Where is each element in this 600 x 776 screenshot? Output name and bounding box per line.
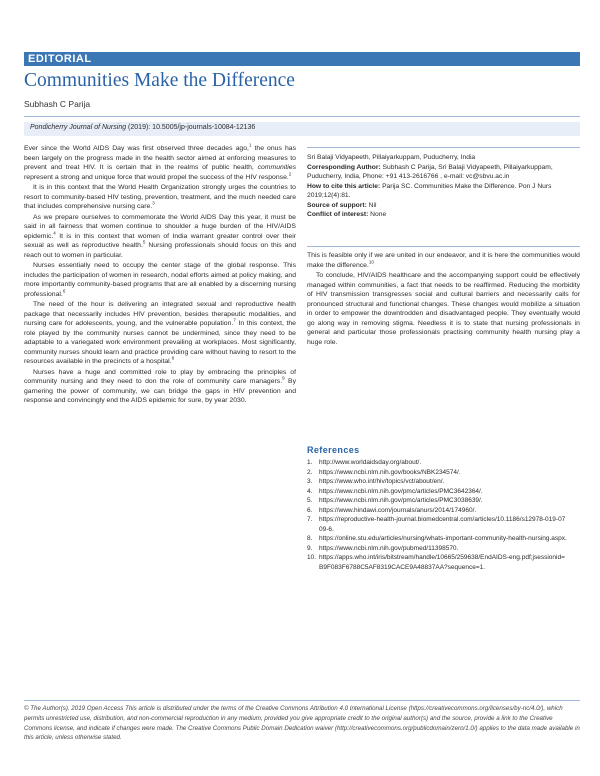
left-paragraph: It is in this context that the World Health Organization strongly urges the countries to resort to community-based HIV testing, prevention, treatment, and the much needed care that includes comprehensive nursing care.$^3$ [24,184,296,211]
right-paragraph: This is feasible only if we are united in our endeavor, and it is here the communities would make the difference.$^{10}$ [307,252,580,269]
left-paragraph: Nurses essentially need to occupy the center stage of the global response. This includes the participation of women in research, nodal efforts aimed at policy making, and more importantly community-based programs that are all enabled by a discerning nursing professional.$^6$ [24,262,296,298]
corresponding-author: Corresponding Author: Subhash C Parija, Sri Balaji Vidyapeeth, Pillaiyarkuppam, Puducherry, India, Phone: +91 413-2616766 , e-mail: vc@sbvu.ac.in [307,163,553,180]
divider-affil-bottom [307,246,580,247]
reference-link[interactable]: https://www.hindawi.com/journals/anurs/2014/174960/. [319,506,477,514]
citation-text [30,124,255,131]
reference-link[interactable]: http://www.worldaidsday.org/about/. [319,459,422,466]
reference-item[interactable] [307,468,567,478]
license-footer: © The Author(s). 2019 Open Access This article is distributed under the terms of the Creative Commons Attribution 4.0 International License (https://creativecommons.org/licenses/by-nc/4.0/), which permits unrestricted use, distribution, and non-commercial reproduction in any medium, provided you give appropriate credit to the original author(s) and the source, provide a link to the Creative Commons license, and indicate if changes were made. The Creative Commons Public Domain Dedication waiver (http://creativecommons.org/publicdomain/zero/1.0/) applies to the data made available in this article, unless otherwise stated. [24,705,580,742]
citation-bar [24,122,580,136]
reference-number: 1. [307,459,313,466]
right-column [307,251,580,348]
left-paragraph: Ever since the World AIDS Day was first observed three decades ago,$^1$ the onus has been largely on the progress made in the health sector aimed at enforcing measures to prevent and treat HIV. It is certain that in the realms of public health, communities represent a strong and unique force that would propel the success of the HIV response.$^2$ [24,142,296,181]
divider-top [24,116,580,117]
article-title: Communities Make the Difference [24,70,295,91]
reference-item[interactable] [307,458,567,468]
citation-journal: Pondicherry Journal of Nursing [30,124,127,131]
reference-item[interactable] [307,553,567,572]
conflict-of-interest: Conflict of interest: None [307,211,387,218]
divider-footer [24,700,580,701]
article-author: Subhash C Parija [24,99,91,109]
source-of-support: Source of support: Nil [307,201,377,209]
reference-item[interactable] [307,477,567,487]
reference-number: 8. [307,535,313,543]
reference-link[interactable]: https://www.who.int/hiv/topics/vct/about/en/. [319,478,445,486]
reference-number: 4. [307,487,313,495]
right-paragraph: To conclude, HIV/AIDS healthcare and the accompanying support could be effectively managed within communities, a fact that needs to be reaffirmed. Reducing the morbidity of HIV transmission transgresses social and cultural barriers and necessarily calls for pronounced structural and functional changes. These changes would mobilize a situation in order to empower the downtrodden and disadvantaged people. They eventually would go along way in removing stigma. Needless it is to state that nursing professionals in general and particular those professionals practising community health nursing play a huge role. [307,272,580,346]
reference-number: 5. [307,497,313,505]
reference-item[interactable] [307,534,567,544]
left-paragraph: The need of the hour is delivering an integrated sexual and reproductive health package that necessarily includes HIV prevention, besides therapeutic modalities, and nursing care for adolescents, young, and the vulnerable population.$^7$ In this context, the role played by the community nurses cannot be undermined, since they need to be adaptable to a variegated work environment prevailing at workplaces. Most significantly, community nurses should learn and practice providing care without having to resort to the resources available in the precincts of a hospital.$^8$ [24,301,296,366]
reference-item[interactable] [307,496,567,506]
reference-link[interactable]: https://www.ncbi.nlm.nih.gov/pmc/articles/PMC3038639/. [319,497,483,505]
reference-link[interactable]: https://www.ncbi.nlm.nih.gov/books/NBK234574/. [319,468,461,476]
reference-link[interactable]: https://www.ncbi.nlm.nih.gov/pmc/articles/PMC3642364/. [319,487,483,495]
reference-item[interactable] [307,544,567,554]
how-to-cite: How to cite this article: Parija SC. Communities Make the Difference. Pon J Nurs 2019;12(4):81. [307,182,552,199]
left-paragraph: As we prepare ourselves to commemorate the World AIDS Day this year, it must be said in all fairness that women continue to shoulder a huge burden of the HIV/AIDS epidemic.$^4$ It is in this context that women of India warrant greater control over their sexual as well as reproductive health.$^5$ Nursing professionals should focus on this and reach out to women in particular. [24,213,296,259]
reference-link[interactable]: https://reproductive-health-journal.biomedcentral.com/articles/10.1186/s12978-019-0709-6. [319,516,566,533]
affiliation-block [307,153,580,220]
references-heading: References [307,445,360,455]
reference-item[interactable] [307,515,567,534]
reference-number: 10. [307,554,317,562]
references-list [307,458,567,572]
reference-link[interactable]: https://www.ncbi.nlm.nih.gov/pubmed/11398570. [319,544,459,552]
left-paragraph: Nurses have a huge and committed role to play by embracing the principles of community nursing and they need to don the role of community care managers.$^9$ By garnering the power of community, we can bridge the gaps in HIV prevention and response and convincingly end the AIDS epidemic for sure, by year 2030. [24,368,297,405]
left-column [24,144,296,407]
reference-number: 7. [307,516,313,524]
affiliation-address: Sri Balaji Vidyapeeth, Pillaiyarkuppam, Puducherry, India [307,154,476,161]
reference-item[interactable] [307,506,567,516]
section-label: EDITORIAL [28,53,92,65]
reference-number: 9. [307,544,313,552]
reference-number: 2. [307,468,313,476]
citation-doi: (2019): 10.5005/jp-journals-10084-12136 [126,124,256,131]
section-band [24,52,580,66]
divider-affil-top [307,147,580,148]
reference-link[interactable]: https://online.stu.edu/articles/nursing/whats-important-community-health-nursing.aspx. [319,535,567,543]
reference-number: 6. [307,506,313,514]
reference-item[interactable] [307,487,567,497]
reference-number: 3. [307,478,313,486]
reference-link[interactable]: https://apps.who.int/iris/bitstream/handle/10665/259638/EndAIDS-eng.pdf;jsessionid=B9F083F6788C5AF8319CACE9A48837AA?sequence=1. [319,554,565,571]
